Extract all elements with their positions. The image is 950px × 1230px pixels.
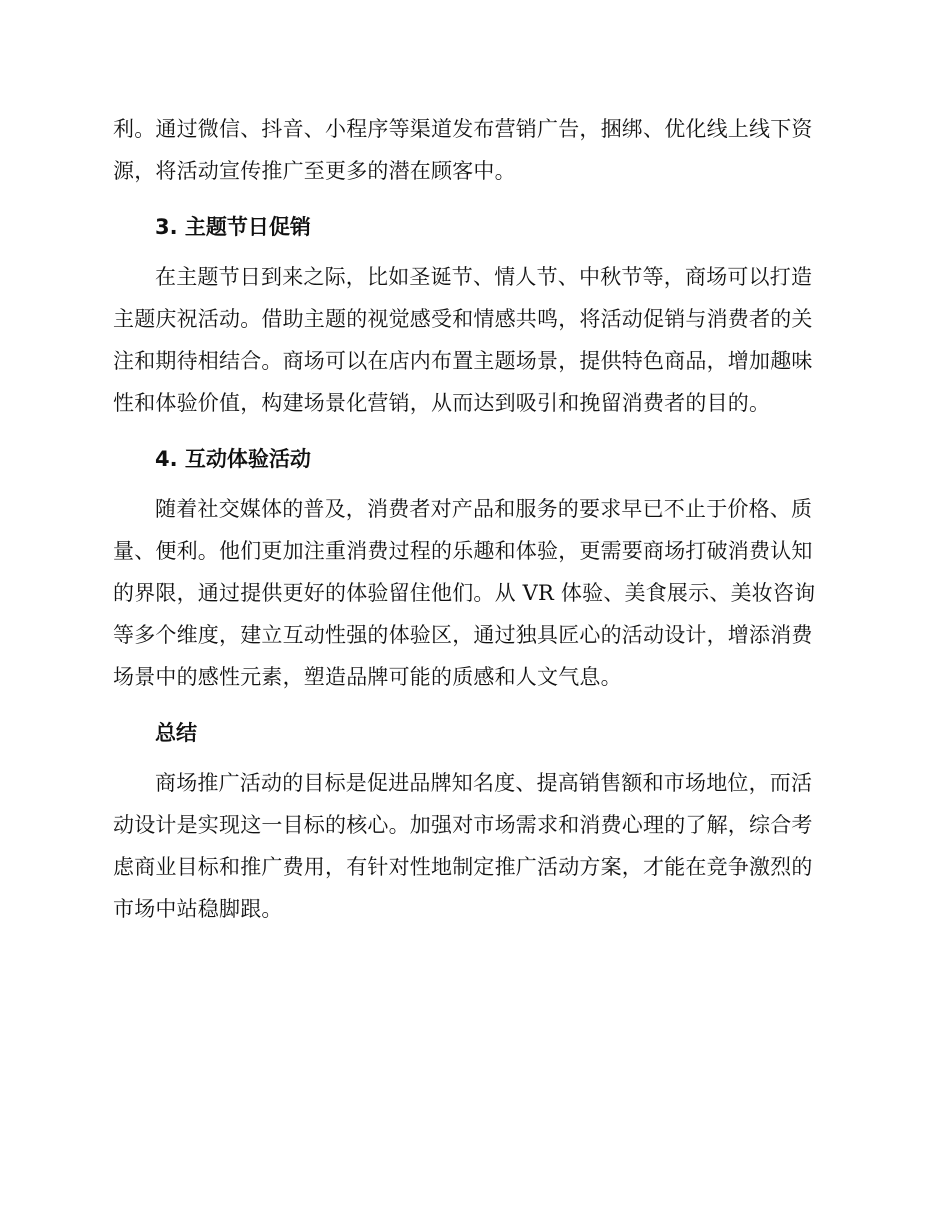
document-body <box>113 108 833 946</box>
paragraph-interactive-experience: 随着社交媒体的普及，消费者对产品和服务的要求早已不止于价格、质量、便利。他们更加注重消费过程的乐趣和体验，更需要商场打破消费认知的界限，通过提供更好的体验留住他们。从 VR 体验、美食展示、美妆咨询等多个维度，建立互动性强的体验区，通过独具匠心的活动设计，增添消费场景中的感性元素，塑造品牌可能的质感和人文气息。 <box>113 497 816 689</box>
paragraph-summary: 商场推广活动的目标是促进品牌知名度、提高销售额和市场地位，而活动设计是实现这一目标的核心。加强对市场需求和消费心理的了解，综合考虑商业目标和推广费用，有针对性地制定推广活动方案，才能在竞争激烈的市场中站稳脚跟。 <box>113 771 813 921</box>
section-heading-interactive-experience: 4. 互动体验活动 <box>155 447 311 471</box>
paragraph-continuation: 利。通过微信、抖音、小程序等渠道发布营销广告，捆绑、优化线上线下资源，将活动宣传推广至更多的潜在顾客中。 <box>113 117 813 183</box>
section-heading-summary: 总结 <box>155 721 197 745</box>
section-heading-theme-festival-promotion: 3. 主题节日促销 <box>155 215 311 239</box>
paragraph-theme-festival-promotion: 在主题节日到来之际，比如圣诞节、情人节、中秋节等，商场可以打造主题庆祝活动。借助主题的视觉感受和情感共鸣，将活动促销与消费者的关注和期待相结合。商场可以在店内布置主题场景，提供特色商品，增加趣味性和体验价值，构建场景化营销，从而达到吸引和挽留消费者的目的。 <box>113 265 813 415</box>
